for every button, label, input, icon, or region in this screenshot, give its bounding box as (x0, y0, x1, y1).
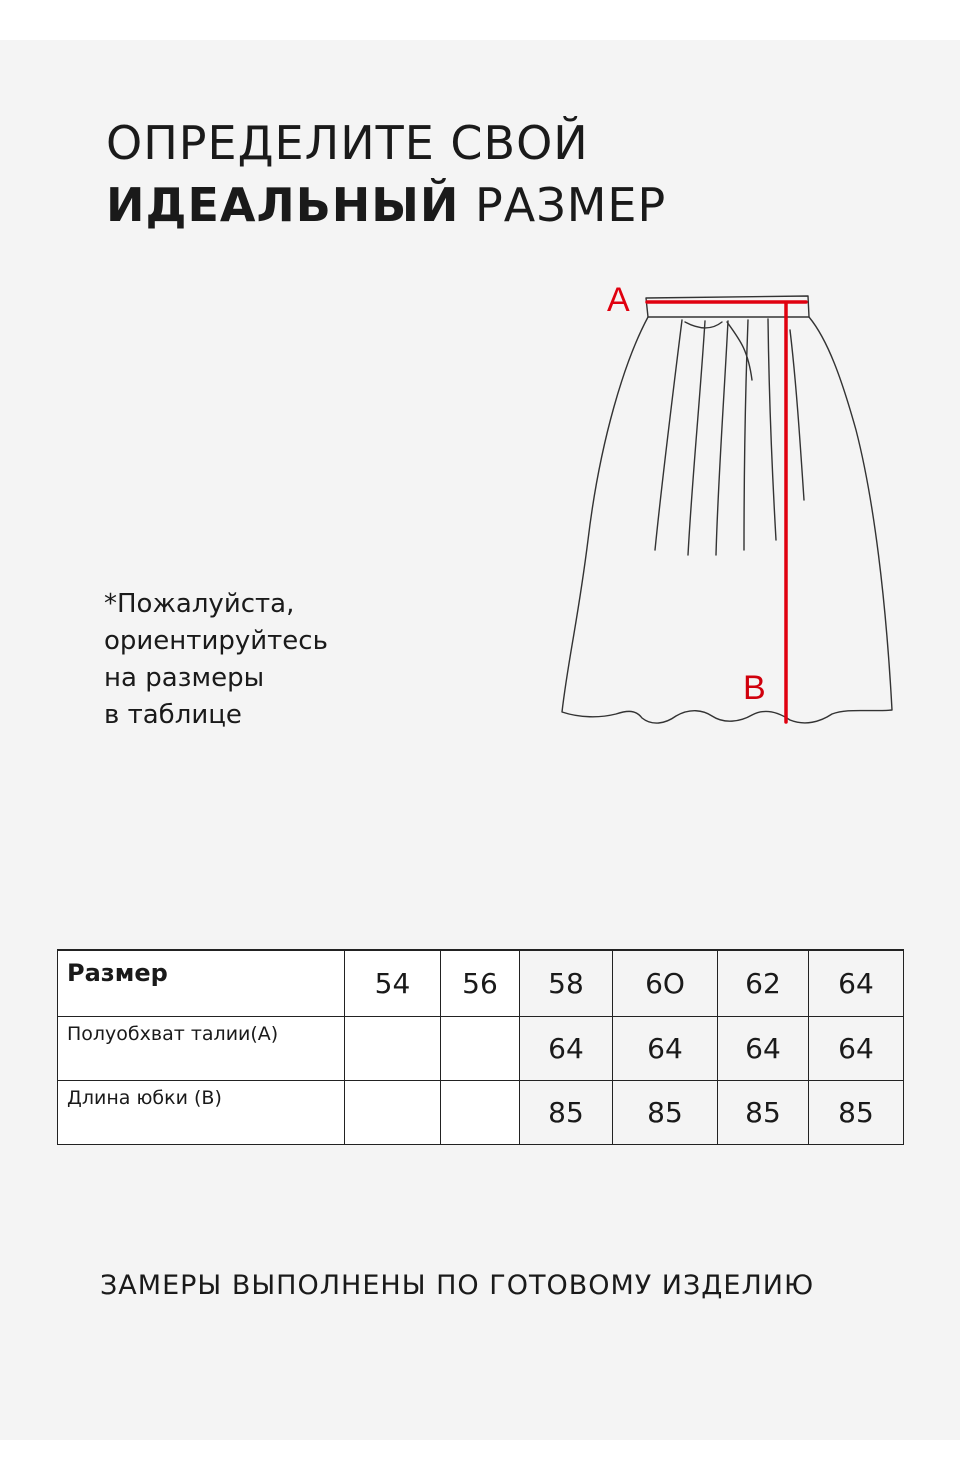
note-line-2: ориентируйтесь (104, 626, 328, 656)
measure-label-b: B (743, 669, 766, 707)
value-cell: 85 (613, 1081, 718, 1145)
pleat-line (768, 319, 776, 540)
skirt-outline (562, 317, 892, 723)
value-cell (345, 1017, 441, 1081)
size-table (57, 949, 904, 1145)
value-cell (345, 1081, 441, 1145)
title-line-1: ОПРЕДЕЛИТЕ СВОЙ (106, 116, 589, 170)
note-line-4: в таблице (104, 700, 242, 730)
pleat-line (790, 330, 804, 500)
size-cell: 62 (718, 950, 809, 1017)
row-label-waist: Полуобхват талии(А) (58, 1017, 345, 1081)
table-row (58, 1081, 904, 1145)
footer-note: ЗАМЕРЫ ВЫПОЛНЕНЫ ПО ГОТОВОМУ ИЗДЕЛИЮ (100, 1270, 815, 1301)
pleat-line (688, 321, 705, 555)
value-cell: 85 (809, 1081, 904, 1145)
pleat-line (655, 320, 682, 550)
value-cell: 85 (718, 1081, 809, 1145)
value-cell: 64 (809, 1017, 904, 1081)
note-line-1: *Пожалуйста, (104, 589, 295, 619)
value-cell: 64 (520, 1017, 613, 1081)
table-row (58, 950, 904, 1017)
skirt-diagram (540, 275, 940, 795)
value-cell: 64 (613, 1017, 718, 1081)
pleat-line (716, 321, 728, 555)
value-cell: 64 (718, 1017, 809, 1081)
size-cell: 58 (520, 950, 613, 1017)
page-title (106, 112, 666, 236)
title-rest: РАЗМЕР (459, 178, 667, 232)
size-cell: 64 (809, 950, 904, 1017)
title-bold-word: ИДЕАЛЬНЫЙ (106, 178, 460, 232)
title-line-2 (106, 174, 666, 236)
measure-label-a: A (607, 281, 630, 319)
table-row (58, 1017, 904, 1081)
note-line-3: на размеры (104, 663, 265, 693)
size-cell: 6O (613, 950, 718, 1017)
value-cell (441, 1081, 520, 1145)
size-note (104, 586, 404, 734)
value-cell: 85 (520, 1081, 613, 1145)
size-cell: 56 (441, 950, 520, 1017)
row-label-size: Размер (58, 950, 345, 1017)
size-guide-page (0, 40, 960, 1440)
row-label-length: Длина юбки (В) (58, 1081, 345, 1145)
pleat-line (685, 322, 722, 328)
value-cell (441, 1017, 520, 1081)
size-cell: 54 (345, 950, 441, 1017)
